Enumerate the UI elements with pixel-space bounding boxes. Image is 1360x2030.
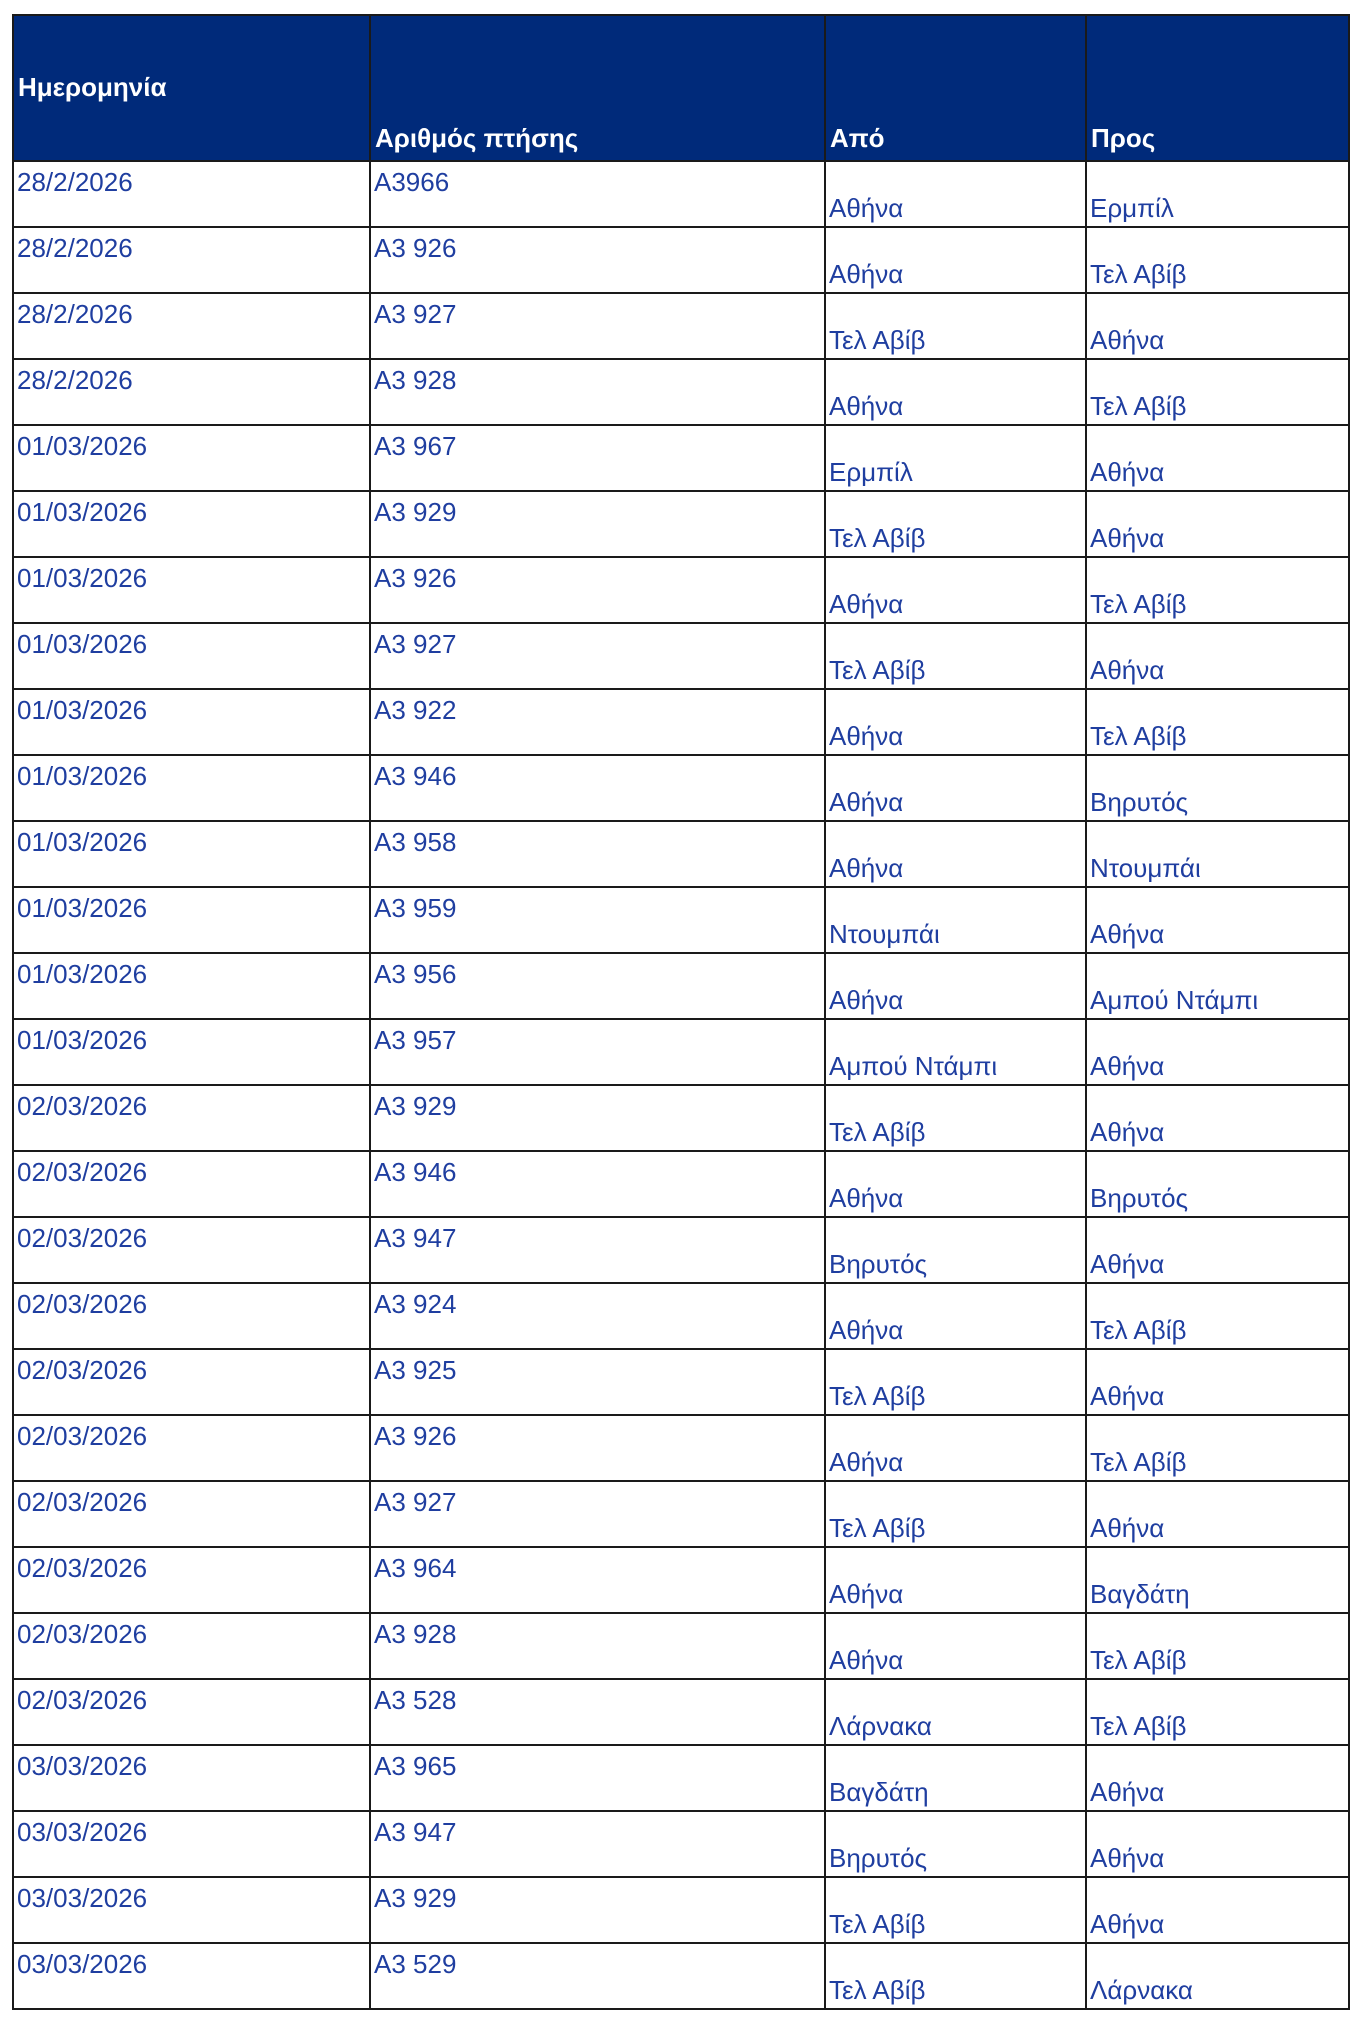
cell-date: 02/03/2026 — [13, 1481, 370, 1547]
cell-date: 02/03/2026 — [13, 1283, 370, 1349]
table-row — [13, 887, 1349, 953]
table-header — [13, 15, 1349, 161]
cell-to: Αθήνα — [1086, 425, 1349, 491]
cell-date: 01/03/2026 — [13, 425, 370, 491]
cell-flight-number: A3 946 — [370, 755, 825, 821]
cell-from: Αθήνα — [825, 755, 1086, 821]
cell-from: Αθήνα — [825, 1613, 1086, 1679]
cell-to: Αθήνα — [1086, 623, 1349, 689]
table-row — [13, 1085, 1349, 1151]
cell-flight-number: A3 957 — [370, 1019, 825, 1085]
cell-from: Αθήνα — [825, 557, 1086, 623]
cell-from: Τελ Αβίβ — [825, 491, 1086, 557]
cell-date: 02/03/2026 — [13, 1415, 370, 1481]
cell-flight-number: A3 929 — [370, 491, 825, 557]
cell-flight-number: A3 959 — [370, 887, 825, 953]
cell-to: Αθήνα — [1086, 1217, 1349, 1283]
table-row — [13, 1811, 1349, 1877]
cell-date: 28/2/2026 — [13, 161, 370, 227]
cell-to: Τελ Αβίβ — [1086, 1415, 1349, 1481]
cell-from: Ερμπίλ — [825, 425, 1086, 491]
cell-to: Τελ Αβίβ — [1086, 689, 1349, 755]
cell-date: 02/03/2026 — [13, 1349, 370, 1415]
cell-to: Αθήνα — [1086, 1349, 1349, 1415]
cell-from: Ντουμπάι — [825, 887, 1086, 953]
cell-from: Τελ Αβίβ — [825, 1877, 1086, 1943]
cell-from: Αθήνα — [825, 227, 1086, 293]
table-body — [13, 161, 1349, 2009]
cell-from: Αθήνα — [825, 821, 1086, 887]
cell-flight-number: A3 929 — [370, 1085, 825, 1151]
table-row — [13, 161, 1349, 227]
cell-from: Αθήνα — [825, 1415, 1086, 1481]
cell-to: Αθήνα — [1086, 293, 1349, 359]
table-row — [13, 425, 1349, 491]
cell-from: Αθήνα — [825, 161, 1086, 227]
cell-to: Τελ Αβίβ — [1086, 1679, 1349, 1745]
cell-date: 03/03/2026 — [13, 1745, 370, 1811]
cell-to: Βηρυτός — [1086, 1151, 1349, 1217]
cell-to: Βηρυτός — [1086, 755, 1349, 821]
cell-flight-number: A3 927 — [370, 293, 825, 359]
cell-from: Βαγδάτη — [825, 1745, 1086, 1811]
cell-flight-number: A3 922 — [370, 689, 825, 755]
cell-from: Τελ Αβίβ — [825, 293, 1086, 359]
cell-to: Αθήνα — [1086, 1481, 1349, 1547]
cell-to: Αθήνα — [1086, 1745, 1349, 1811]
cell-date: 03/03/2026 — [13, 1877, 370, 1943]
cell-from: Αθήνα — [825, 953, 1086, 1019]
cell-to: Τελ Αβίβ — [1086, 227, 1349, 293]
cell-flight-number: A3 924 — [370, 1283, 825, 1349]
cell-from: Τελ Αβίβ — [825, 1085, 1086, 1151]
cell-flight-number: A3 946 — [370, 1151, 825, 1217]
cell-flight-number: A3 926 — [370, 227, 825, 293]
cell-flight-number: A3 529 — [370, 1943, 825, 2009]
cell-from: Αθήνα — [825, 1151, 1086, 1217]
header-flight-number: Αριθμός πτήσης — [370, 15, 825, 161]
cell-date: 01/03/2026 — [13, 755, 370, 821]
table-row — [13, 953, 1349, 1019]
cell-from: Τελ Αβίβ — [825, 1349, 1086, 1415]
cell-to: Αθήνα — [1086, 1811, 1349, 1877]
cell-flight-number: A3 928 — [370, 359, 825, 425]
cell-date: 28/2/2026 — [13, 227, 370, 293]
cell-to: Αθήνα — [1086, 1019, 1349, 1085]
cell-date: 01/03/2026 — [13, 953, 370, 1019]
cell-to: Λάρνακα — [1086, 1943, 1349, 2009]
table-row — [13, 1415, 1349, 1481]
cell-from: Τελ Αβίβ — [825, 1481, 1086, 1547]
cell-date: 01/03/2026 — [13, 887, 370, 953]
table-row — [13, 1481, 1349, 1547]
cell-date: 01/03/2026 — [13, 821, 370, 887]
cell-to: Αθήνα — [1086, 491, 1349, 557]
table-row — [13, 1877, 1349, 1943]
table-row — [13, 1349, 1349, 1415]
cell-flight-number: A3966 — [370, 161, 825, 227]
cell-date: 01/03/2026 — [13, 623, 370, 689]
cell-date: 03/03/2026 — [13, 1811, 370, 1877]
cell-to: Τελ Αβίβ — [1086, 1613, 1349, 1679]
cell-flight-number: A3 956 — [370, 953, 825, 1019]
table-row — [13, 293, 1349, 359]
cell-flight-number: A3 926 — [370, 1415, 825, 1481]
cell-from: Τελ Αβίβ — [825, 623, 1086, 689]
cell-to: Τελ Αβίβ — [1086, 557, 1349, 623]
cell-flight-number: A3 925 — [370, 1349, 825, 1415]
cell-to: Τελ Αβίβ — [1086, 359, 1349, 425]
table-row — [13, 1547, 1349, 1613]
cell-to: Αθήνα — [1086, 1877, 1349, 1943]
cell-flight-number: A3 947 — [370, 1217, 825, 1283]
table-row — [13, 1019, 1349, 1085]
cell-from: Αθήνα — [825, 1547, 1086, 1613]
cell-date: 01/03/2026 — [13, 557, 370, 623]
table-row — [13, 359, 1349, 425]
cell-date: 01/03/2026 — [13, 1019, 370, 1085]
table-row — [13, 1613, 1349, 1679]
cell-date: 01/03/2026 — [13, 491, 370, 557]
cell-flight-number: A3 947 — [370, 1811, 825, 1877]
header-date: Ημερομηνία — [13, 15, 370, 161]
cell-from: Αθήνα — [825, 1283, 1086, 1349]
header-row — [13, 15, 1349, 161]
cell-date: 02/03/2026 — [13, 1151, 370, 1217]
cell-flight-number: A3 926 — [370, 557, 825, 623]
cell-flight-number: A3 528 — [370, 1679, 825, 1745]
cell-from: Λάρνακα — [825, 1679, 1086, 1745]
table-row — [13, 1745, 1349, 1811]
cell-to: Αθήνα — [1086, 1085, 1349, 1151]
cell-date: 28/2/2026 — [13, 359, 370, 425]
cell-to: Τελ Αβίβ — [1086, 1283, 1349, 1349]
cell-to: Ντουμπάι — [1086, 821, 1349, 887]
table-row — [13, 227, 1349, 293]
cell-flight-number: A3 964 — [370, 1547, 825, 1613]
cell-flight-number: A3 929 — [370, 1877, 825, 1943]
table-row — [13, 557, 1349, 623]
cell-from: Αθήνα — [825, 689, 1086, 755]
header-from: Από — [825, 15, 1086, 161]
table-row — [13, 491, 1349, 557]
table-row — [13, 1217, 1349, 1283]
cell-date: 28/2/2026 — [13, 293, 370, 359]
cell-to: Αμπού Ντάμπι — [1086, 953, 1349, 1019]
cell-from: Αμπού Ντάμπι — [825, 1019, 1086, 1085]
table-row — [13, 821, 1349, 887]
table-row — [13, 1283, 1349, 1349]
cell-flight-number: A3 967 — [370, 425, 825, 491]
cell-flight-number: A3 928 — [370, 1613, 825, 1679]
cell-date: 01/03/2026 — [13, 689, 370, 755]
cell-from: Βηρυτός — [825, 1217, 1086, 1283]
cell-date: 03/03/2026 — [13, 1943, 370, 2009]
table-row — [13, 623, 1349, 689]
flights-table — [12, 14, 1350, 2010]
header-to: Προς — [1086, 15, 1349, 161]
cell-date: 02/03/2026 — [13, 1679, 370, 1745]
cell-from: Βηρυτός — [825, 1811, 1086, 1877]
cell-flight-number: A3 927 — [370, 623, 825, 689]
table-row — [13, 689, 1349, 755]
cell-date: 02/03/2026 — [13, 1217, 370, 1283]
cell-date: 02/03/2026 — [13, 1613, 370, 1679]
cell-to: Αθήνα — [1086, 887, 1349, 953]
cell-date: 02/03/2026 — [13, 1547, 370, 1613]
cell-from: Αθήνα — [825, 359, 1086, 425]
cell-flight-number: A3 927 — [370, 1481, 825, 1547]
cell-flight-number: A3 965 — [370, 1745, 825, 1811]
table-row — [13, 1943, 1349, 2009]
table-row — [13, 1679, 1349, 1745]
cell-date: 02/03/2026 — [13, 1085, 370, 1151]
table-row — [13, 1151, 1349, 1217]
cell-from: Τελ Αβίβ — [825, 1943, 1086, 2009]
cell-to: Ερμπίλ — [1086, 161, 1349, 227]
cell-to: Βαγδάτη — [1086, 1547, 1349, 1613]
cell-flight-number: A3 958 — [370, 821, 825, 887]
table-row — [13, 755, 1349, 821]
